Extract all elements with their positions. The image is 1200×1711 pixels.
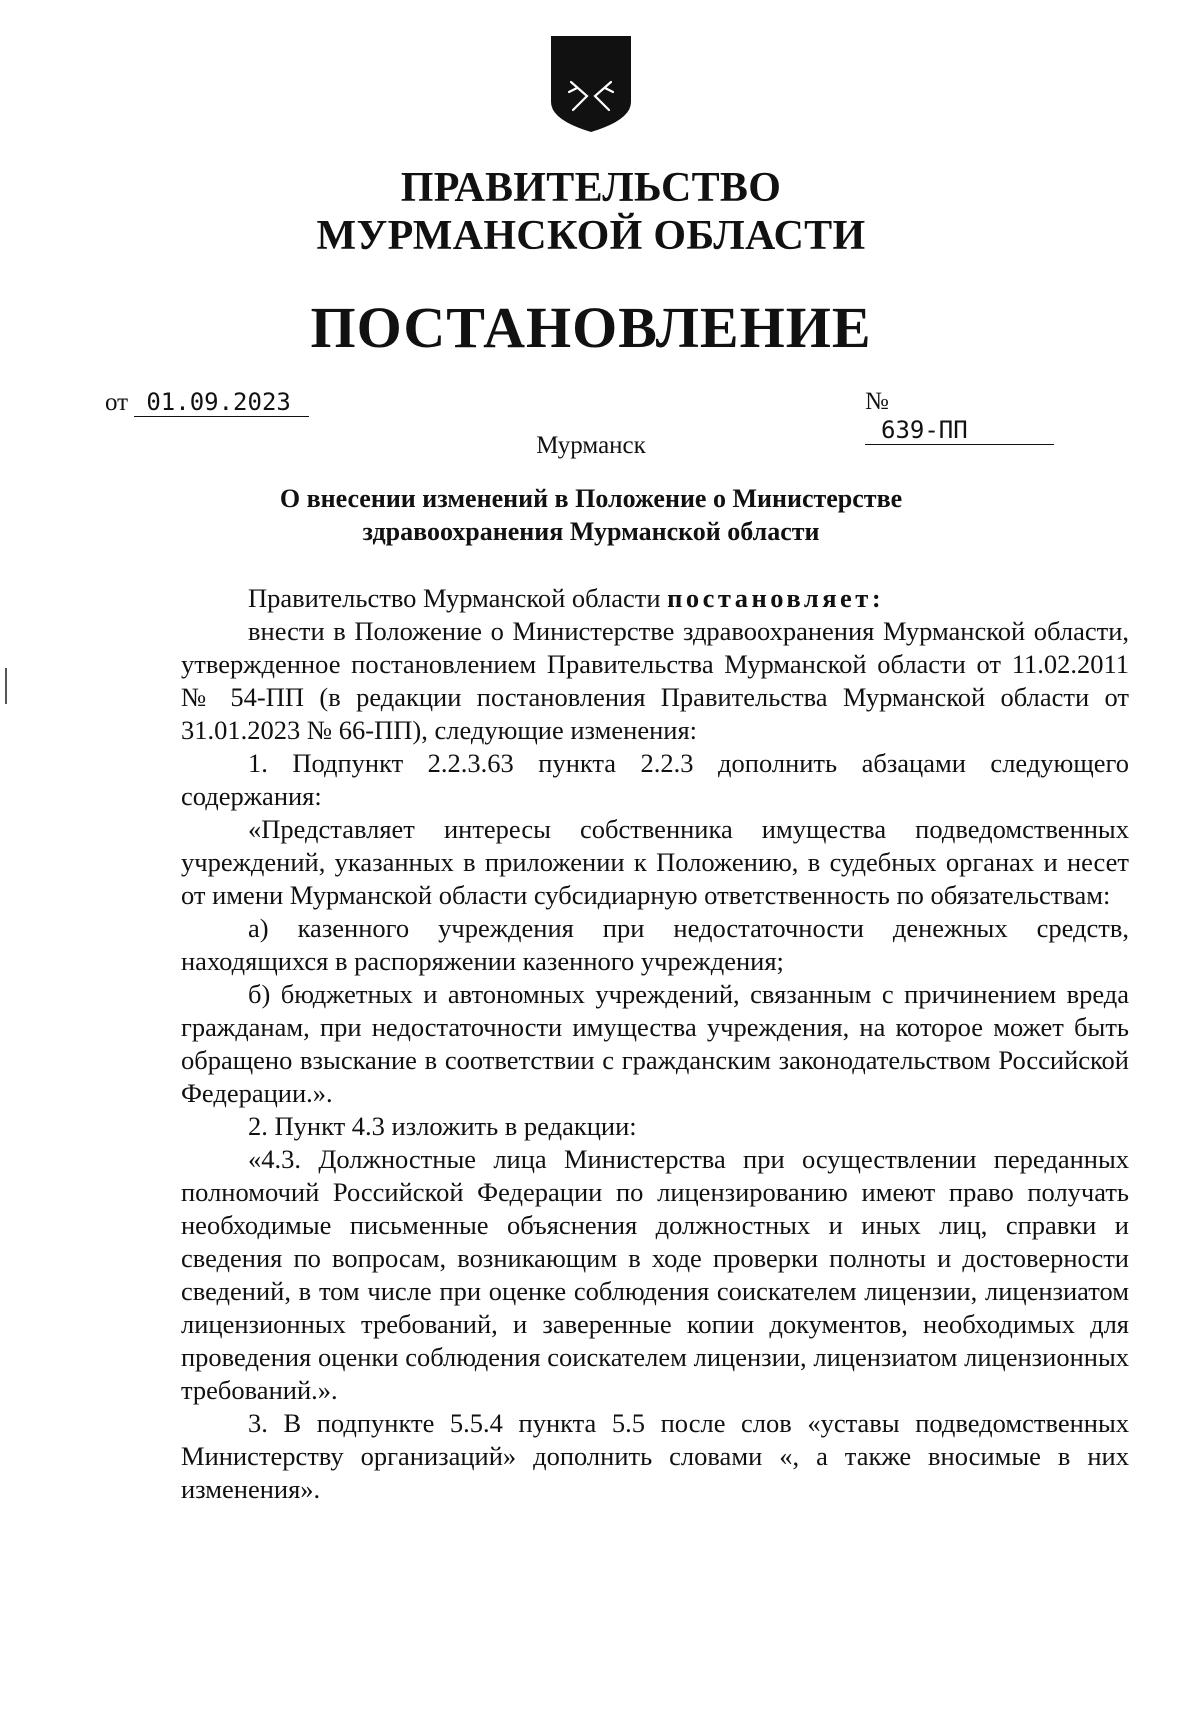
- document-type-title: ПОСТАНОВЛЕНИЕ: [310, 295, 872, 360]
- government-name: [0, 164, 1182, 260]
- body-paragraph: 2. Пункт 4.3 изложить в редакции:: [248, 1111, 637, 1141]
- number-value: 639-ПП: [865, 416, 1054, 445]
- intro-verb: постановляет:: [667, 583, 885, 613]
- document-date: [105, 388, 309, 417]
- body-paragraph: б) бюджетных и автономных учреждений, связанным с причинением вреда гражданам, при недостаточности имущества учреждения, на которое может быть обращено взыскание в соответствии с гражданским законодательством Российской Федерации.».: [181, 979, 1129, 1108]
- subject-line1: О внесении изменений в Положение о Министерстве: [279, 484, 903, 513]
- government-name-line1: ПРАВИТЕЛЬСТВО: [400, 165, 782, 211]
- date-number-row: [105, 388, 1080, 444]
- body-paragraph: внести в Положение о Министерстве здравоохранения Мурманской области, утвержденное постановлением Правительства Мурманской области от 11.02.2011 № 54-ПП (в редакции постановления Правительства Мурманской области от 31.01.2023 № 66-ПП), следующие изменения:: [181, 616, 1129, 745]
- government-name-line2: МУРМАНСКОЙ ОБЛАСТИ: [316, 213, 866, 259]
- document-subject: [0, 482, 1182, 548]
- date-value: 01.09.2023: [134, 388, 309, 417]
- murmansk-coat-of-arms-icon: [549, 34, 633, 134]
- scan-margin-mark: [5, 668, 7, 704]
- city-name: Мурманск: [536, 432, 646, 459]
- intro-lead: Правительство Мурманской области: [248, 583, 668, 613]
- number-prefix: №: [865, 388, 889, 415]
- body-paragraph: 3. В подпункте 5.5.4 пункта 5.5 после слов «уставы подведомственных Министерству организаций» дополнить словами «, а также вносимые в них изменения».: [181, 1408, 1129, 1504]
- body-paragraph: «Представляет интересы собственника имущества подведомственных учреждений, указанных в приложении к Положению, в судебных органах и несет от имени Мурманской области субсидиарную ответственность по обязательствам:: [181, 814, 1129, 910]
- body-paragraph: а) казенного учреждения при недостаточности денежных средств, находящихся в распоряжении казенного учреждения;: [181, 913, 1129, 976]
- document-body: [181, 582, 1129, 1506]
- body-paragraph: 1. Подпункт 2.2.3.63 пункта 2.2.3 дополнить абзацами следующего содержания:: [181, 748, 1129, 811]
- body-paragraph: «4.3. Должностные лица Министерства при осуществлении переданных полномочий Российской Федерации по лицензированию имеют право получать необходимые письменные объяснения должностных и иных лиц, справки и сведения по вопросам, возникающим в ходе проверки полноты и достоверности сведений, в том числе при оценке соблюдения соискателем лицензии, лицензиатом лицензионных требований, и заверенные копии документов, необходимых для проведения оценки соблюдения соискателем лицензии, лицензиатом лицензионных требований.».: [181, 1144, 1129, 1405]
- date-prefix: от: [105, 389, 129, 416]
- intro-paragraph: [181, 582, 1129, 615]
- subject-line2: здравоохранения Мурманской области: [362, 517, 820, 546]
